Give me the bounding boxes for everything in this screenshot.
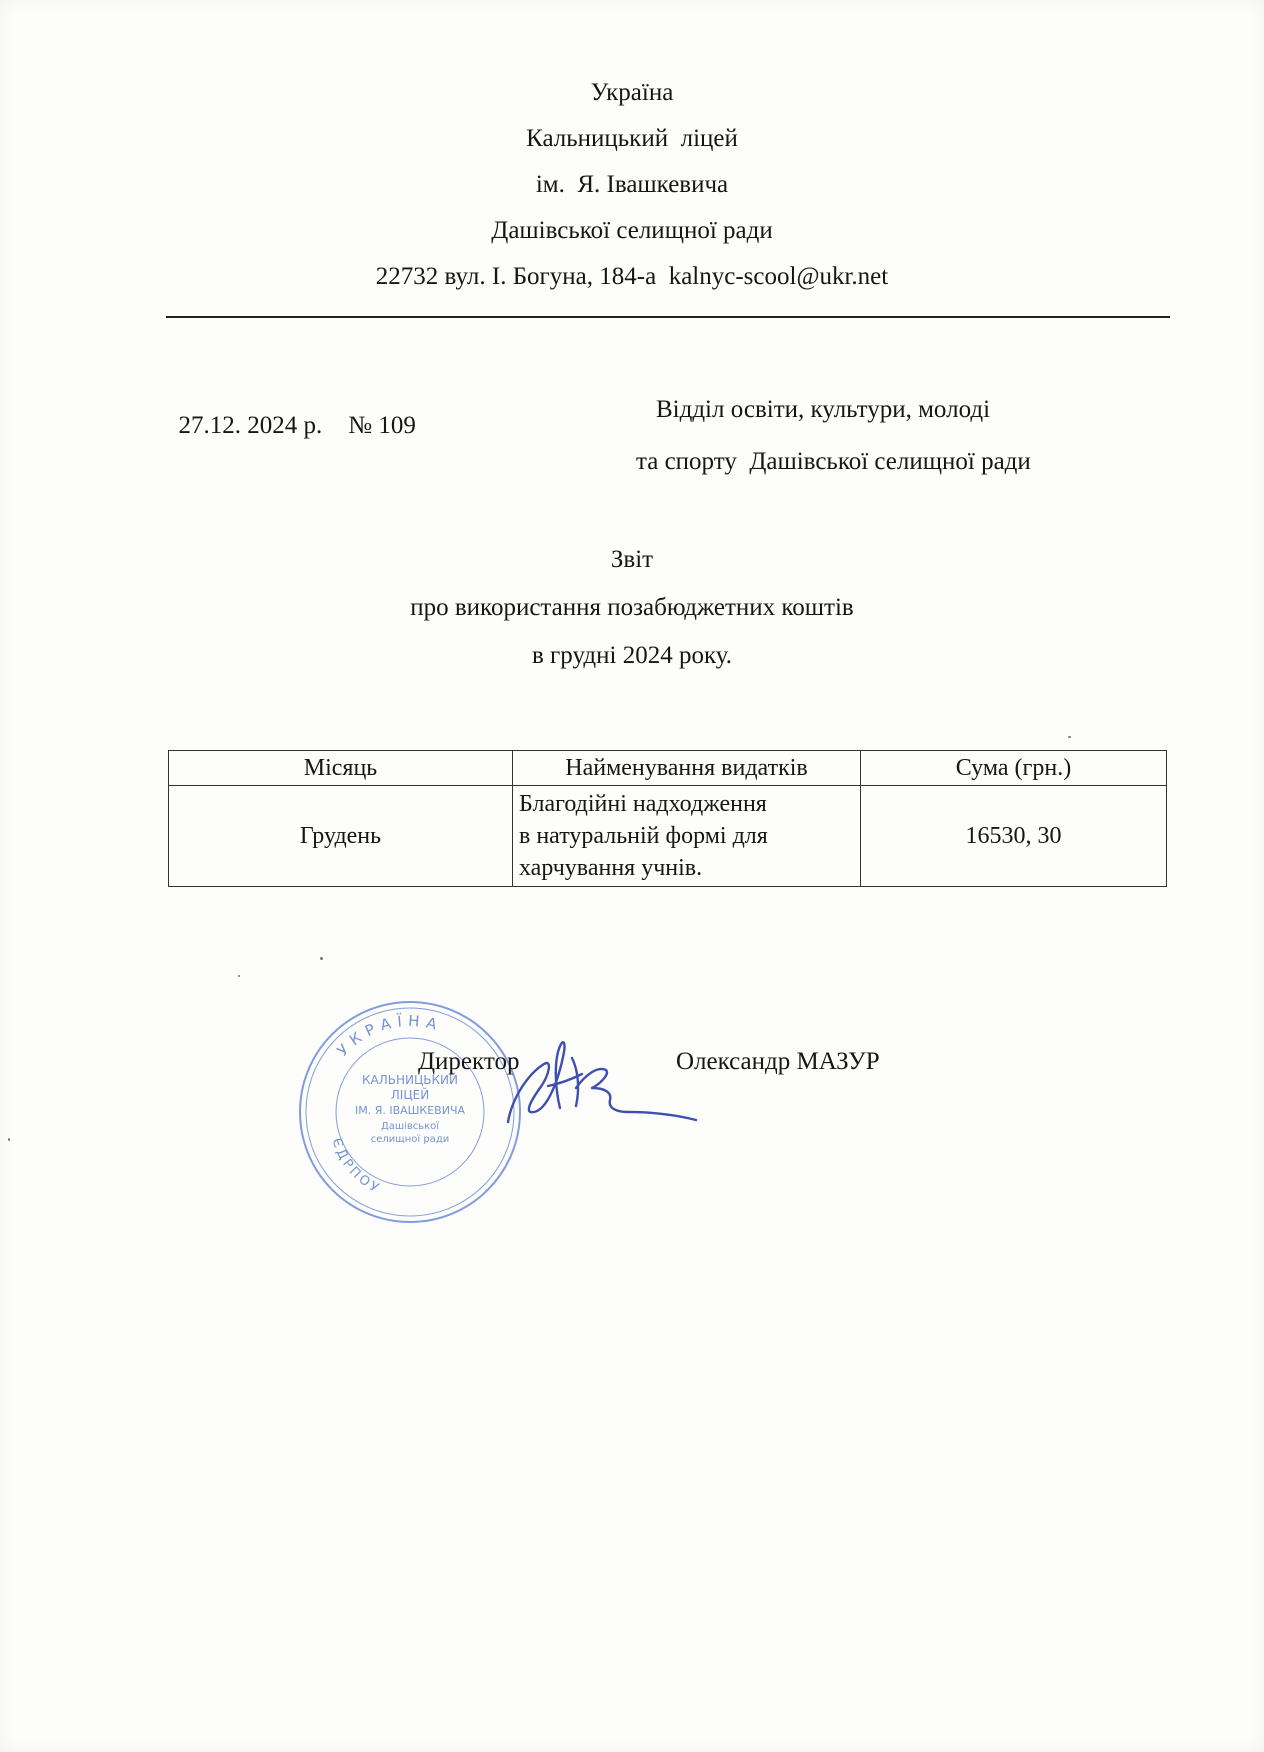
letterhead-country: Україна: [590, 79, 674, 106]
handwritten-signature: [500, 1028, 700, 1128]
recipient-block: [636, 384, 1031, 488]
scan-speck: [1068, 736, 1071, 738]
svg-text:ЄДРПОУ: [328, 1136, 383, 1197]
document-number: № 109: [348, 412, 416, 439]
document-date: 27.12. 2024 р.: [178, 412, 323, 439]
cell-expense-line-2: в натуральній формі для: [519, 823, 768, 849]
letterhead-address: 22732 вул. І. Богуна, 184-а kalnyc-scool@ukr.net: [375, 263, 889, 290]
report-title-subject: про використання позабюджетних коштів: [410, 594, 854, 621]
cell-month: Грудень: [169, 786, 513, 887]
stamp-line-4: Дашівської: [380, 1121, 440, 1132]
cell-expense-line-1: Благодійні надходження: [519, 791, 767, 817]
stamp-line-5: селищної ради: [370, 1134, 450, 1145]
expenses-table: [168, 750, 1167, 887]
scan-speck: [320, 957, 323, 960]
letterhead-school-patron: ім. Я. Івашкевича: [535, 171, 729, 198]
cell-expense-name: [513, 786, 861, 887]
scan-speck: [238, 975, 240, 977]
stamp-line-2: ЛІЦЕЙ: [390, 1088, 430, 1102]
letterhead-divider: [166, 316, 1170, 318]
signatory-name: Олександр МАЗУР: [676, 1048, 880, 1075]
recipient-line-1: Відділ освіти, культури, молоді: [656, 396, 991, 423]
letterhead-school-name: Кальницький ліцей: [526, 125, 738, 152]
report-title-heading: Звіт: [610, 546, 654, 573]
cell-expense-line-3: харчування учнів.: [519, 855, 703, 881]
cell-amount: 16530, 30: [861, 786, 1167, 887]
document-meta: [166, 384, 416, 440]
column-header-month: Місяць: [169, 751, 513, 786]
recipient-line-2: та спорту Дашівської селищної ради: [636, 448, 1031, 475]
report-title: [0, 536, 1264, 680]
report-title-period: в грудні 2024 року.: [532, 642, 732, 669]
letterhead-council: Дашівської селищної ради: [491, 217, 773, 244]
table-header-row: [169, 751, 1167, 786]
scan-speck: [8, 1138, 10, 1141]
letterhead: [0, 70, 1264, 300]
column-header-amount: Сума (грн.): [861, 751, 1167, 786]
column-header-expense-name: Найменування видатків: [513, 751, 861, 786]
table-row: [169, 786, 1167, 887]
signatory-position: Директор: [418, 1048, 520, 1075]
stamp-line-3: ІМ. Я. ІВАШКЕВИЧА: [354, 1104, 466, 1117]
school-stamp: [294, 996, 526, 1228]
stamp-bottom-text: ЄДРПОУ: [328, 1136, 384, 1198]
stamp-line-1: КАЛЬНИЦЬКИЙ: [361, 1073, 459, 1087]
stamp-top-text: УКРАЇНА: [333, 1011, 445, 1060]
